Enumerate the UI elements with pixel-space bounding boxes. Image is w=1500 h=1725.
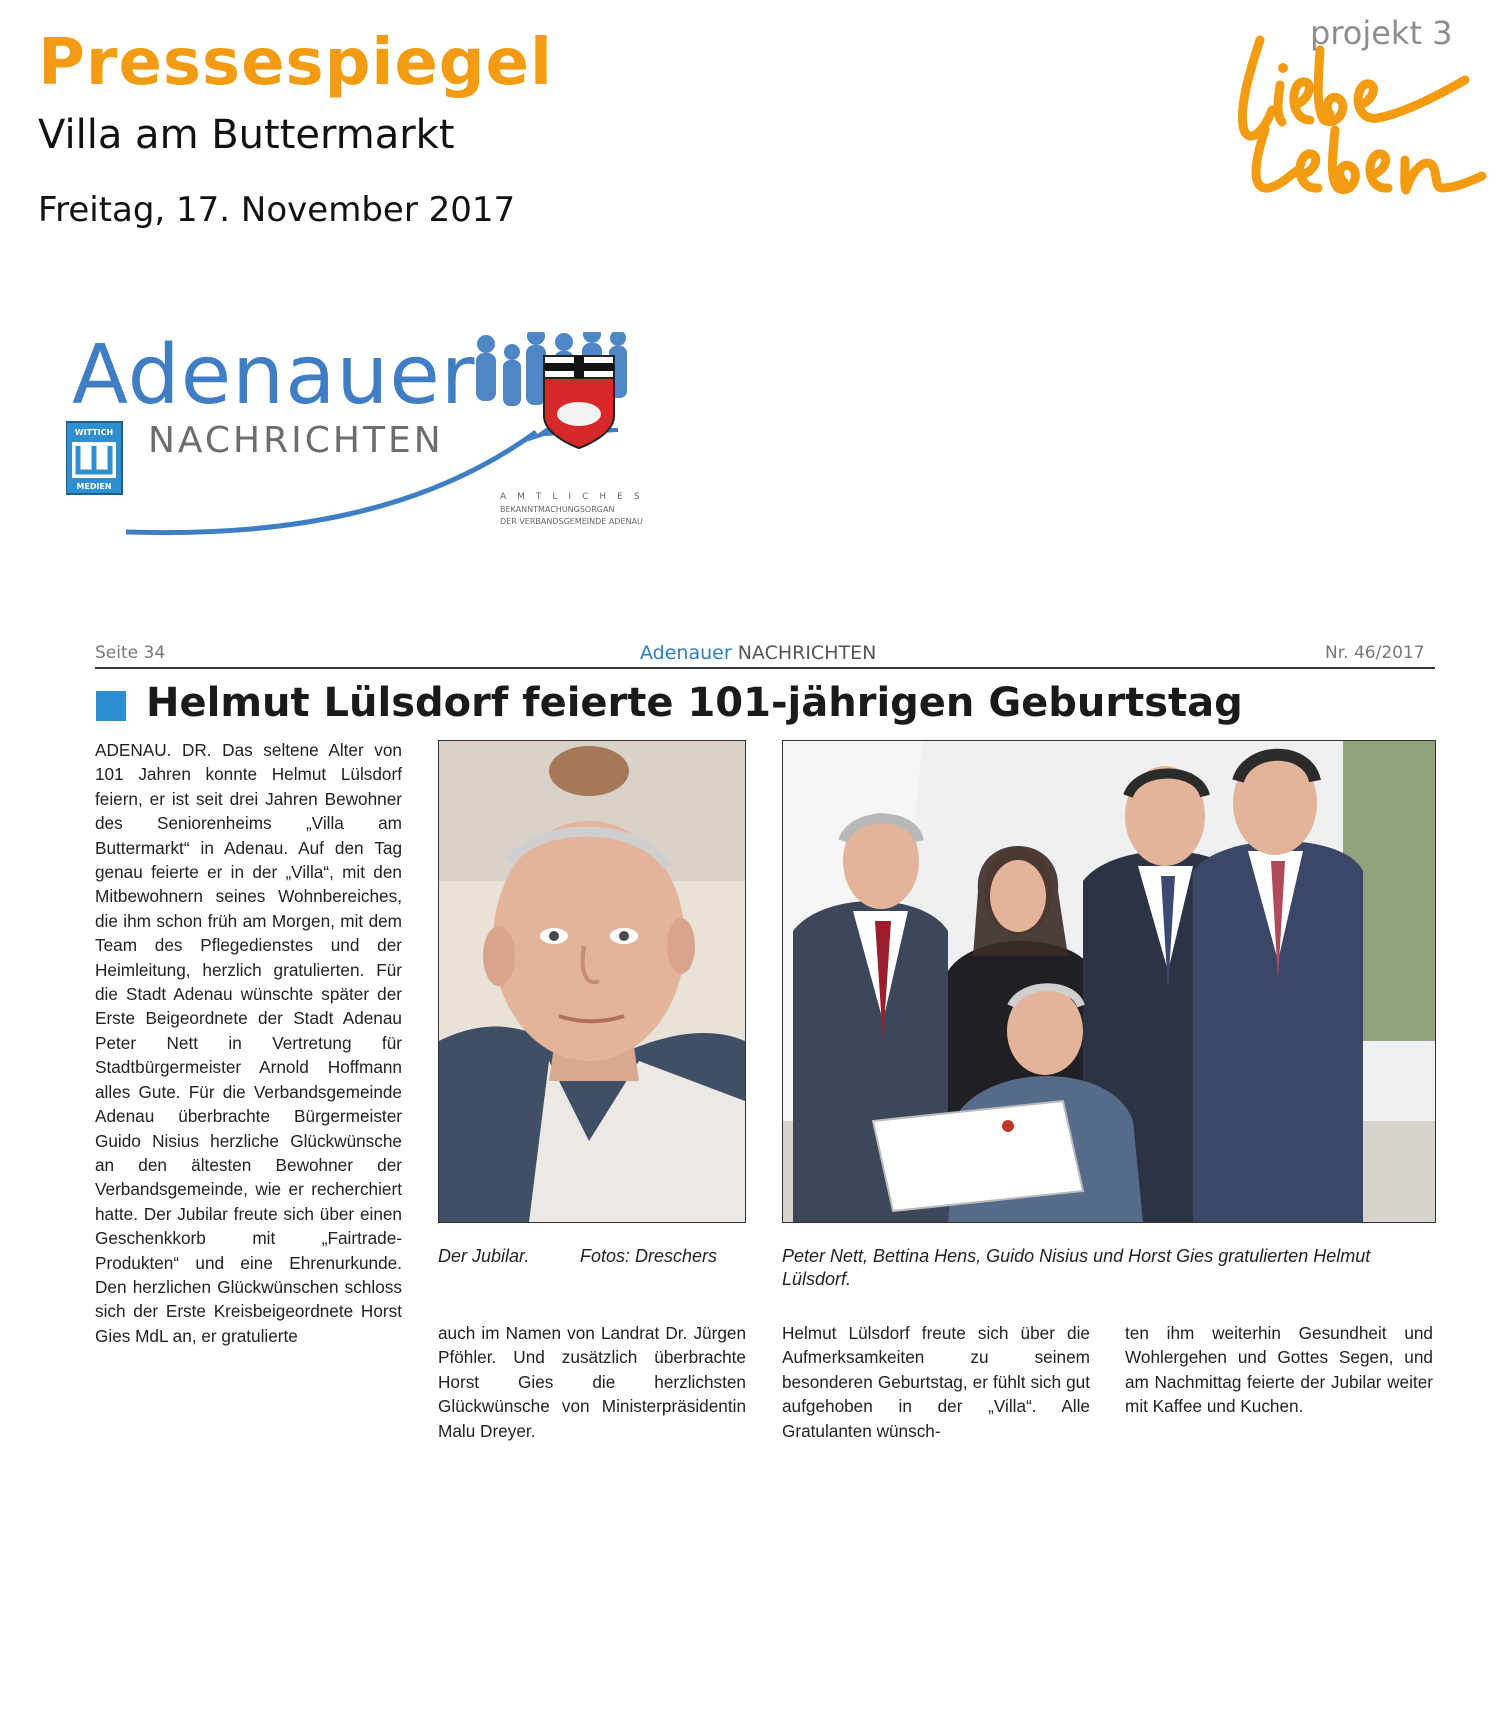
tagline-3: DER VERBANDSGEMEINDE ADENAU [500, 517, 643, 526]
article-column-3: Helmut Lülsdorf freute sich über die Aufmerksamkeiten zu seinem besonderen Geburtstag, er fühlt sich gut aufgehoben in der „Villa“. Alle Gratulanten wünsch- [782, 1323, 1090, 1441]
portrait-caption: Der Jubilar. [438, 1246, 530, 1266]
portrait-photo [438, 740, 746, 1223]
certificate [873, 1101, 1083, 1211]
group-photo [782, 740, 1436, 1223]
article-column-4: ten ihm weiterhin Gesundheit und Wohlergehen und Gottes Segen, und am Nachmittag feierte der Jubilar weiter mit Kaffee und Kuchen. [1125, 1323, 1433, 1417]
article-column-2: auch im Namen von Landrat Dr. Jürgen Pföhler. Und zusätzlich überbrachte Horst Gies die herzlichsten Glückwünsche von Ministerpräsidentin Malu Dreyer. [438, 1323, 746, 1441]
page-number: Seite 34 [95, 643, 166, 663]
page-subtitle: Villa am Buttermarkt [38, 112, 455, 158]
projekt-label: projekt 3 [1310, 14, 1453, 52]
group-caption: Peter Nett, Bettina Hens, Guido Nisius und Horst Gies gratulierten Helmut Lülsdorf. [782, 1246, 1371, 1289]
header-rule [95, 667, 1435, 669]
nachrichten-subtitle: NACHRICHTEN [148, 420, 444, 461]
tagline-1: AMTLICHES [500, 492, 651, 502]
paper-name-a: Adenauer [640, 642, 732, 664]
page-title: Pressespiegel [38, 26, 553, 100]
svg-text:MEDIEN: MEDIEN [76, 482, 112, 491]
photo-credit: Fotos: Dreschers [580, 1246, 718, 1266]
logo-dot [1278, 63, 1288, 73]
coat-of-arms-icon [544, 356, 614, 448]
article-headline: Helmut Lülsdorf feierte 101-jährigen Geburtstag [146, 680, 1243, 726]
adenauer-title: Adenauer [72, 328, 476, 423]
headline-marker [96, 691, 126, 721]
page-date: Freitag, 17. November 2017 [38, 190, 516, 230]
wittich-medien-badge [66, 422, 122, 494]
tagline-2: BEKANNTMACHUNGSORGAN [500, 505, 615, 514]
paper-name-b: NACHRICHTEN [731, 642, 877, 664]
article-column-1: ADENAU. DR. Das seltene Alter von 101 Jahren konnte Helmut Lülsdorf feiern, er ist seit drei Jahren Bewohner des Seniorenheims „Villa am Buttermarkt“ in Adenau. Auf den Tag genau feierte er in der „Villa“, mit den Mitbewohnern seines Wohnbereiches, die ihm schon früh am Morgen, mit dem Team des Pflegedienstes und der Heimleitung, herzlich gratulierten. Für die Stadt Adenau wünschte später der Erste Beigeordnete der Stadt Adenau Peter Nett in Vertretung für Stadtbürgermeister Arnold Hoffmann alles Gute. Für die Verbandsgemeinde Adenau überbrachte Bürgermeister Guido Nisius herzliche Glückwünsche an den ältesten Bewohner der Verbandsgemeinde, wie er recherchiert hatte. Der Jubilar freute sich über einen Geschenkkorb mit „Fairtrade-Produkten“ und eine Ehrenurkunde. Den herzlichen Glückwünschen schloss sich der Erste Kreisbeigeordnete Horst Gies MdL an, er gratulierte [95, 740, 402, 1346]
svg-text:WITTICH: WITTICH [74, 428, 114, 437]
issue-number: Nr. 46/2017 [1325, 643, 1425, 663]
paper-name [640, 642, 876, 664]
